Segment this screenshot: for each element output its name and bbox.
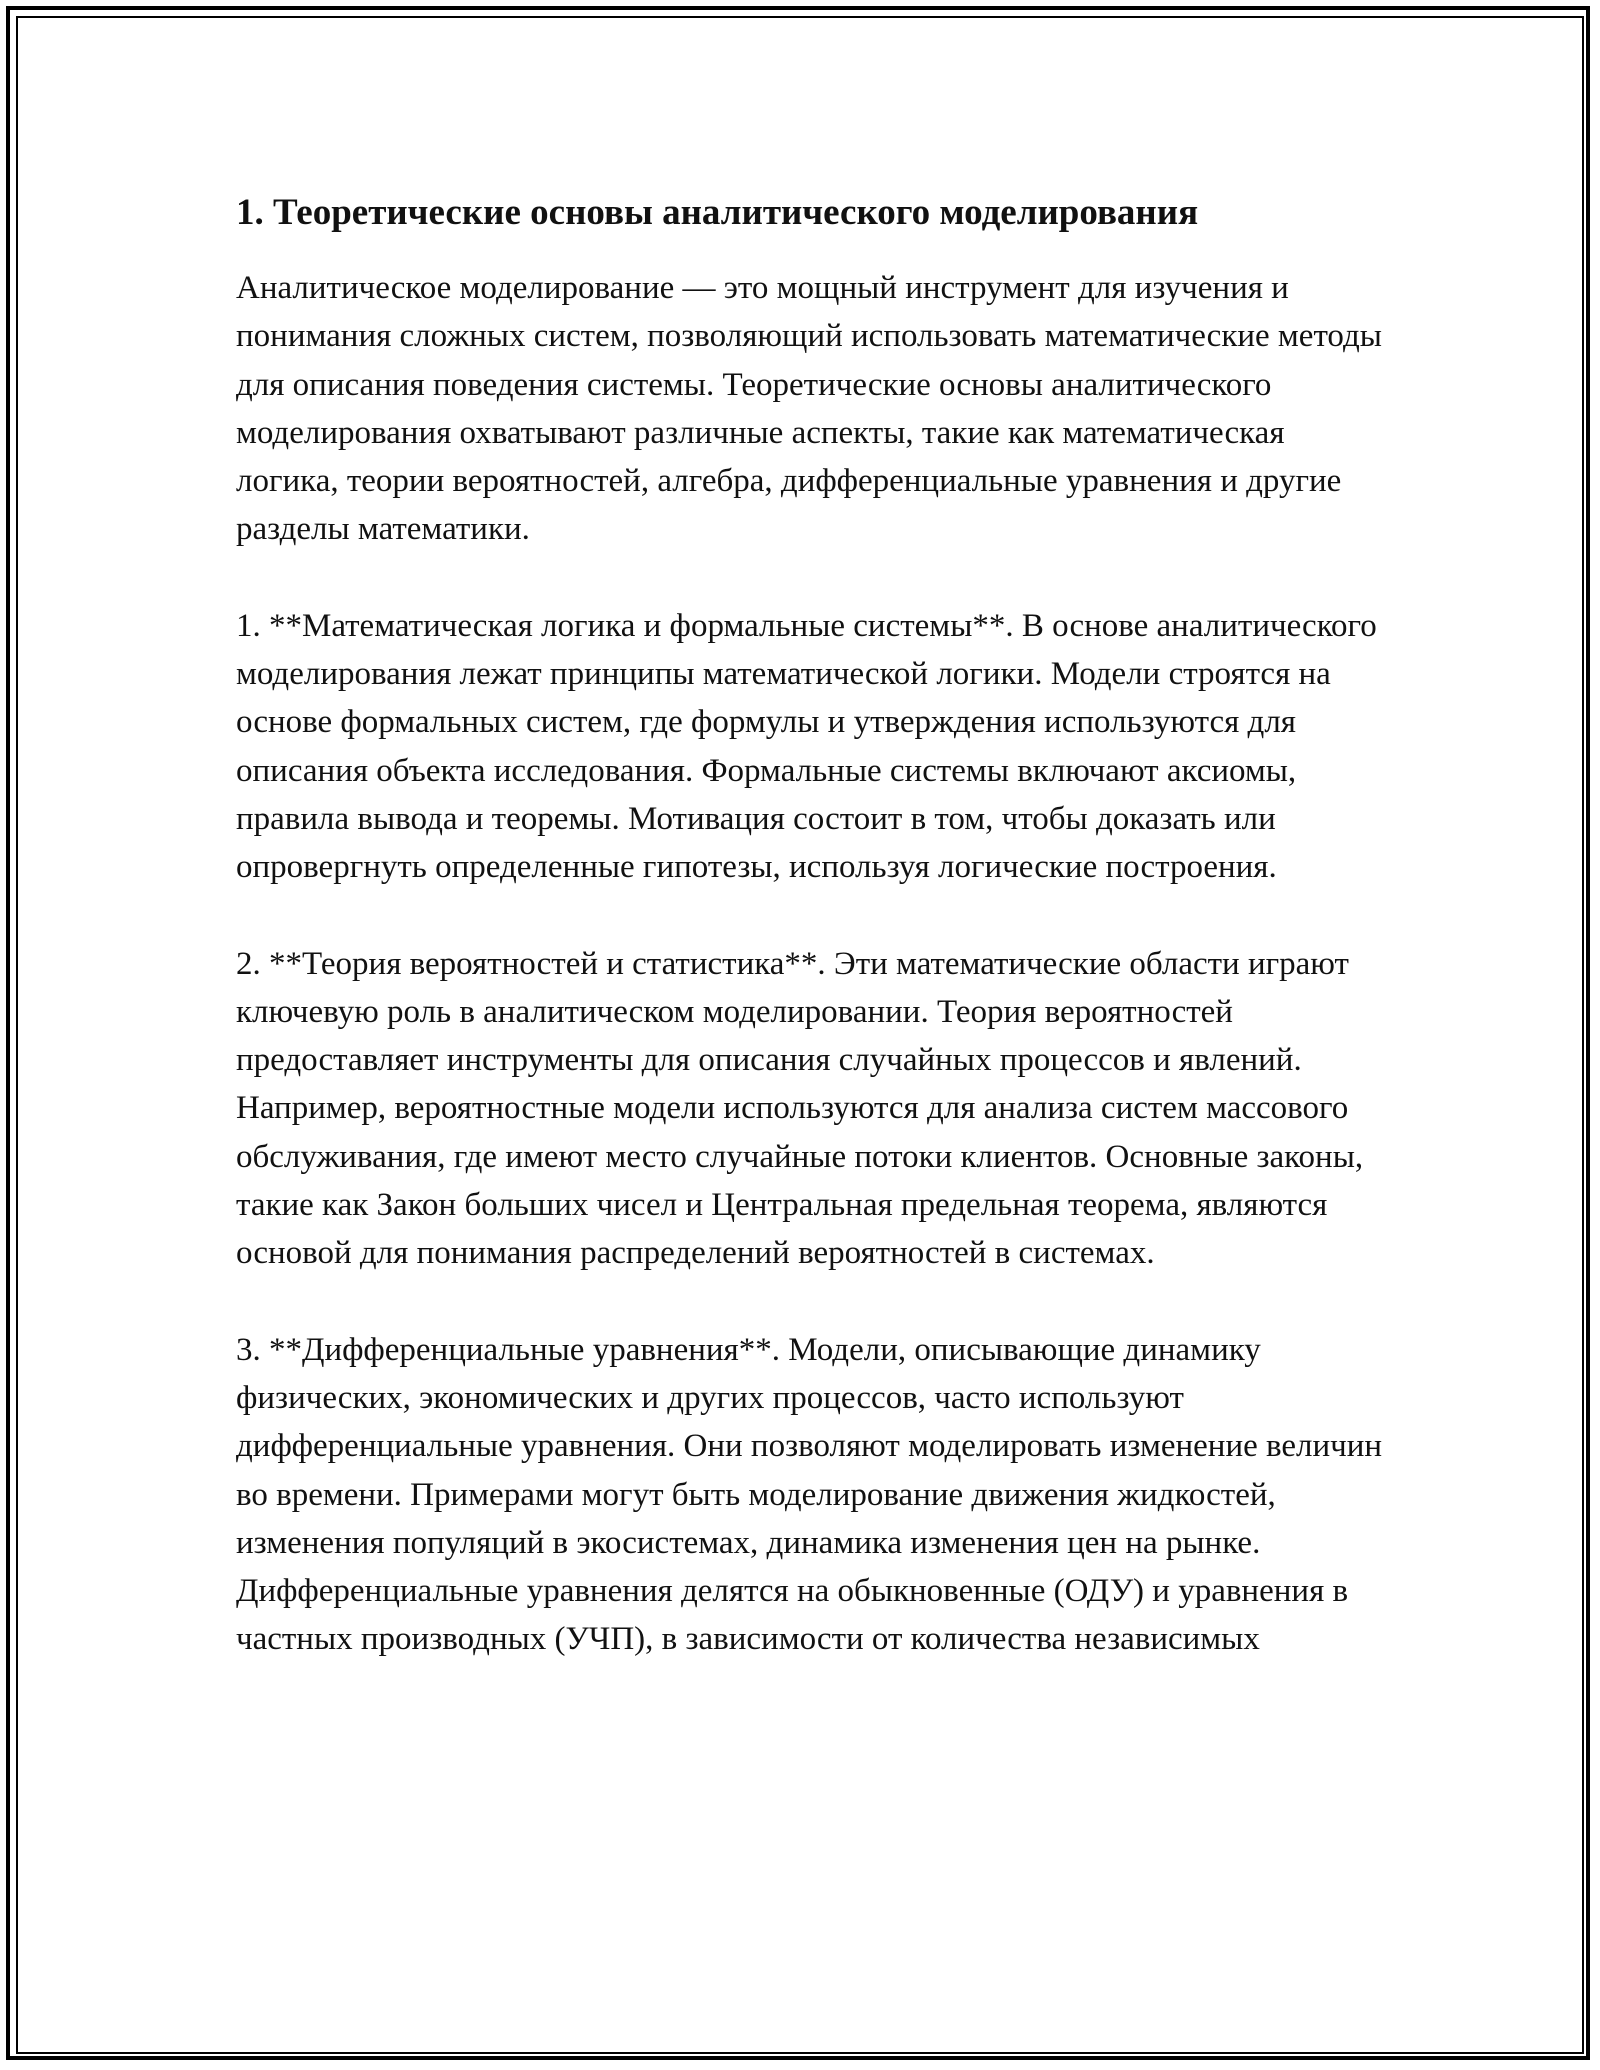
paragraph-differential-equations: 3. **Дифференциальные уравнения**. Модели, описывающие динамику физических, экономических и других процессов, часто используют дифференциальные уравнения. Они позволяют моделировать изменение величин во времени. Примерами могут быть моделирование движения жидкостей, изменения популяций в экосистемах, динамика изменения цен на рынке. Дифференциальные уравнения делятся на обыкновенные (ОДУ) и уравнения в частных производных (УЧП), в зависимости от количества независимых (236, 1331, 1383, 1658)
document-body (236, 188, 1386, 1664)
paragraph-probability: 2. **Теория вероятностей и статистика**. Эти математические области играют ключевую роль в аналитическом моделировании. Теория вероятностей предоставляет инструменты для описания случайных процессов и явлений. Например, вероятностные модели используются для анализа систем массового обслуживания, где имеют место случайные потоки клиентов. Основные законы, такие как Закон больших чисел и Центральная предельная теорема, являются основой для понимания распределений вероятностей в системах. (236, 945, 1364, 1272)
paragraph-math-logic: 1. **Математическая логика и формальные системы**. В основе аналитического моделирования лежат принципы математической логики. Модели строятся на основе формальных систем, где формулы и утверждения используются для описания объекта исследования. Формальные системы включают аксиомы, правила вывода и теоремы. Мотивация состоит в том, чтобы доказать или опровергнуть определенные гипотезы, используя логические построения. (236, 607, 1377, 886)
section-heading: 1. Теоретические основы аналитического моделирования (236, 192, 1199, 233)
intro-paragraph: Аналитическое моделирование — это мощный инструмент для изучения и понимания сложных систем, позволяющий использовать математические методы для описания поведения системы. Теоретические основы аналитического моделирования охватывают различные аспекты, такие как математическая логика, теории вероятностей, алгебра, дифференциальные уравнения и другие разделы математики. (236, 270, 1382, 548)
